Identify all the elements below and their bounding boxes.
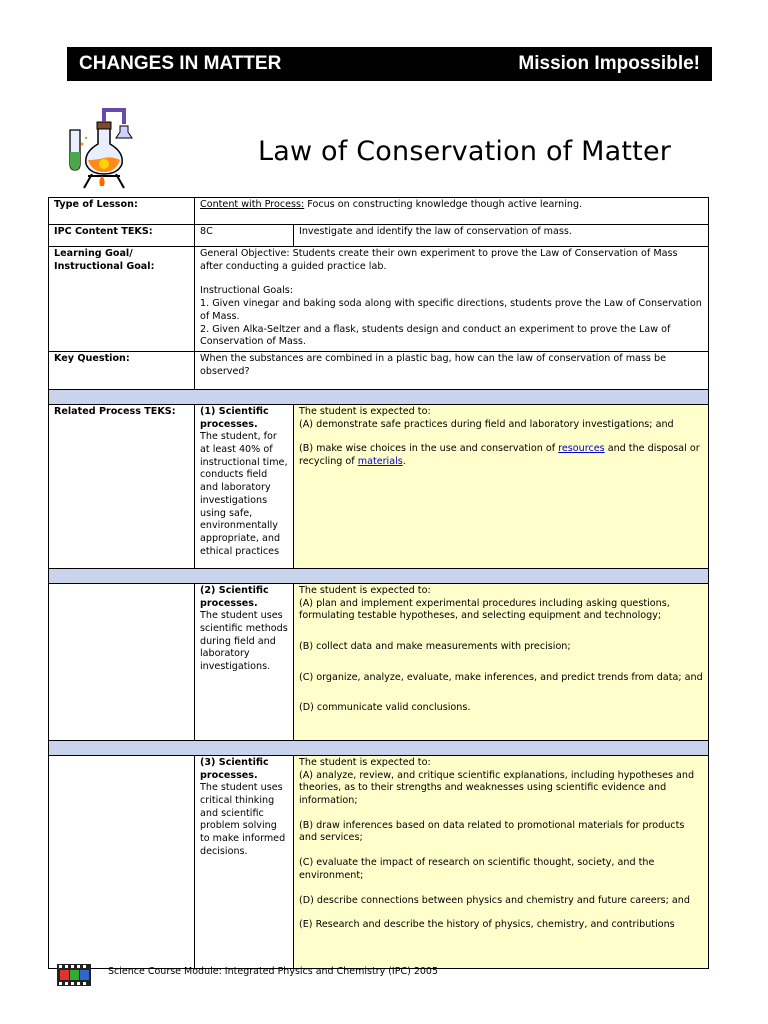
teks-2-title: (2) Scientific processes. (200, 584, 269, 609)
header-topic: CHANGES IN MATTER (79, 53, 282, 74)
type-value (195, 198, 709, 225)
teks-3-c: (C) evaluate the impact of research on scientific thought, society, and the environment; (299, 857, 655, 881)
table-row (49, 198, 709, 225)
teks-2-a: (A) plan and implement experimental procedures including asking questions, formulating testable hypotheses, and selecting equipment and technology; (299, 597, 670, 622)
table-row (49, 247, 709, 352)
film-strip-logo-icon (57, 964, 91, 986)
type-content-rest: Focus on constructing knowledge though active learning. (304, 199, 583, 210)
teks-process-1 (195, 404, 294, 568)
row-label-ipc: IPC Content TEKS: (49, 225, 195, 247)
teks-1-b-mid: and the disposal or recycling of (299, 443, 700, 468)
instructional-goal-1: 1. Given vinegar and baking soda along with specific directions, students prove the Law of Conservation of Mass. (200, 298, 702, 322)
teks-1-description: The student, for at least 40% of instructional time, conducts field and laboratory investigations using safe, environmentally appropriate, and ethical practices (200, 431, 288, 557)
teks-3-b: (B) draw inferences based on data related to promotional materials for products and services; (299, 819, 685, 844)
type-content-label: Content with Process: (200, 199, 305, 210)
teks-1-b-text: (B) make wise choices in the use and conservation of (299, 443, 559, 455)
table-row (49, 225, 709, 247)
header-mission: Mission Impossible! (518, 53, 700, 74)
teks-3-empty-cell (49, 755, 195, 968)
teks-2-c: (C) organize, analyze, evaluate, make inferences, and predict trends from data; and (299, 671, 703, 683)
resources-link[interactable]: resources (558, 443, 605, 455)
teks-3-description: The student uses critical thinking and scientific problem solving to make informed decisions. (200, 782, 286, 857)
teks-1-title: (1) Scientific processes. (200, 405, 269, 430)
teks-2-expectations (294, 583, 709, 740)
teks-1-b (299, 443, 703, 468)
materials-link[interactable]: materials (357, 456, 403, 468)
key-question-text: When the substances are combined in a plastic bag, how can the law of conservation of mass be observed? (195, 351, 709, 389)
goal-label-line1: Learning Goal/ (54, 248, 133, 259)
instructional-goals-title: Instructional Goals: (200, 285, 294, 297)
footer (57, 962, 557, 986)
teks-process-2 (195, 583, 294, 740)
row-label-type: Type of Lesson: (49, 198, 195, 225)
ipc-description: Investigate and identify the law of conservation of mass. (294, 225, 709, 247)
teks-3-title: (3) Scientific processes. (200, 756, 269, 781)
teks-1-a: (A) demonstrate safe practices during field and laboratory investigations; and (299, 418, 674, 430)
teks-1-intro: The student is expected to: (299, 405, 431, 417)
footer-text: Science Course Module: Integrated Physics and Chemistry (IPC) 2005 (108, 966, 438, 977)
teks-1-expectations (294, 404, 709, 568)
teks-3-a: (A) analyze, review, and critique scientific explanations, including hypotheses and theories, as to their strengths and weaknesses using scientific evidence and information; (299, 769, 695, 807)
separator-row (49, 740, 709, 755)
row-label-goal (49, 247, 195, 352)
separator-row (49, 389, 709, 404)
ipc-code: 8C (195, 225, 294, 247)
chemistry-flask-icon (62, 108, 140, 190)
teks-2-intro: The student is expected to: (299, 584, 431, 596)
teks-2-empty-cell (49, 583, 195, 740)
page-title: Law of Conservation of Matter (258, 136, 672, 167)
table-row (49, 755, 709, 968)
lesson-table (48, 197, 709, 969)
teks-process-3 (195, 755, 294, 968)
separator-row (49, 568, 709, 583)
teks-2-d: (D) communicate valid conclusions. (299, 702, 471, 714)
teks-3-expectations (294, 755, 709, 968)
teks-2-description: The student uses scientific methods during field and laboratory investigations. (200, 610, 288, 673)
teks-3-intro: The student is expected to: (299, 756, 431, 768)
teks-1-b-end: . (402, 456, 406, 468)
goal-content (195, 247, 709, 352)
general-objective: General Objective: Students create their own experiment to prove the Law of Conservation of Mass after conducting a guided practice lab. (200, 248, 678, 272)
table-row (49, 583, 709, 740)
row-label-teks: Related Process TEKS: (49, 404, 195, 568)
teks-2-b: (B) collect data and make measurements with precision; (299, 641, 571, 653)
instructional-goal-2: 2. Given Alka-Seltzer and a flask, students design and conduct an experiment to prove the Law of Conservation of Mass. (200, 323, 671, 348)
table-row (49, 404, 709, 568)
goal-label-line2: Instructional Goal: (54, 260, 155, 272)
row-label-key: Key Question: (49, 351, 195, 389)
header-banner (67, 47, 712, 81)
teks-3-d: (D) describe connections between physics and chemistry and future careers; and (299, 894, 690, 906)
teks-3-e: (E) Research and describe the history of physics, chemistry, and contributions (299, 919, 675, 931)
table-row (49, 351, 709, 389)
